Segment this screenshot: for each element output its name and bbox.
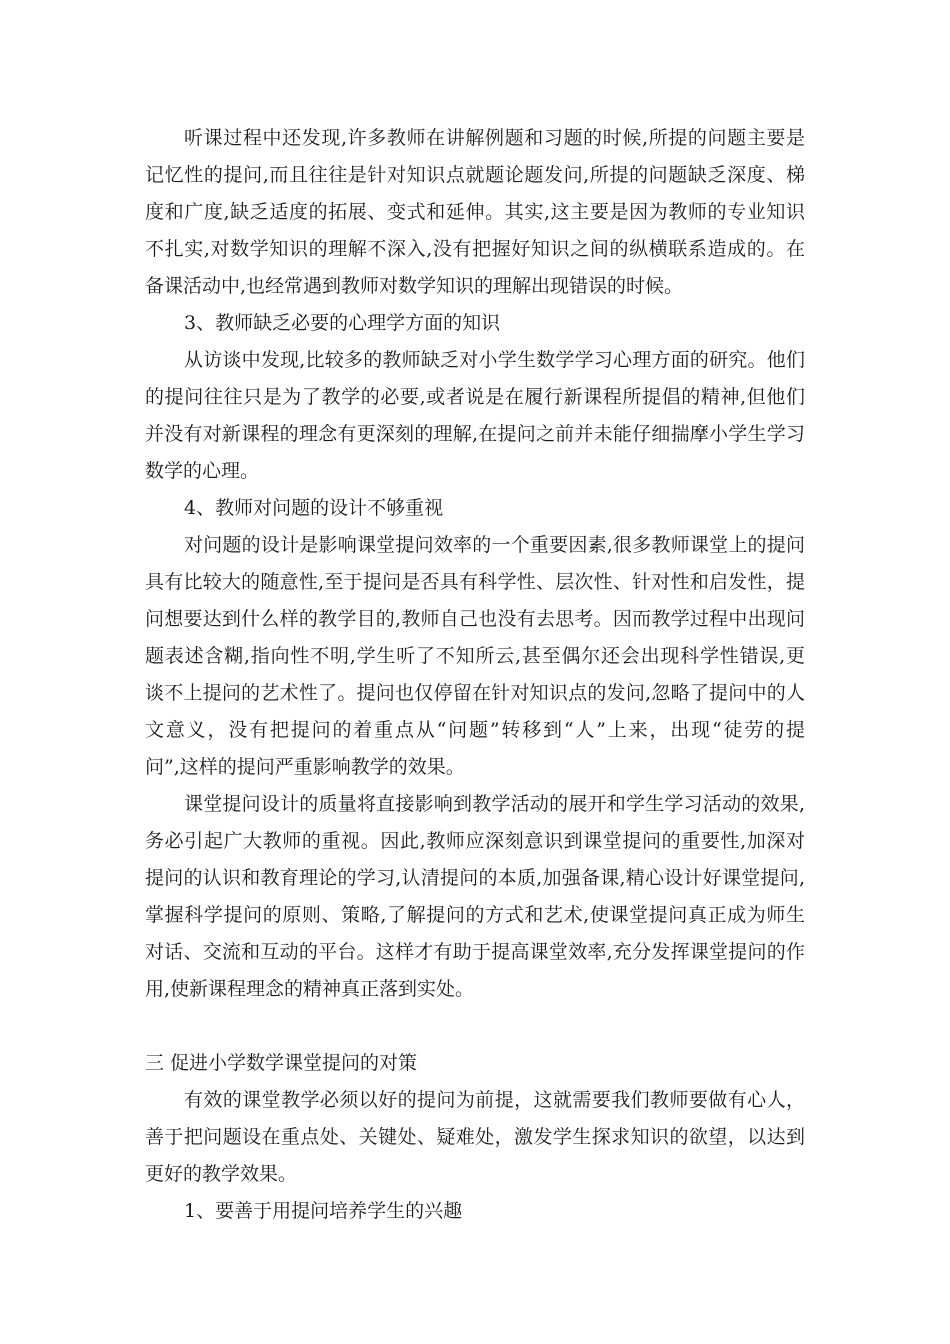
text-line: 并没有对新课程的理念有更深刻的理解,在提问之前并未能仔细揣摩小学生学习 — [145, 423, 805, 445]
text-line: 备课活动中,也经常遇到教师对数学知识的理解出现错误的时候。 — [145, 275, 684, 297]
text-line: 问”,这样的提问严重影响教学的效果。 — [145, 756, 465, 778]
text-line: 谈不上提问的艺术性了。提问也仅停留在针对知识点的发问,忽略了提问中的人 — [145, 682, 805, 704]
text-line: 掌握科学提问的原则、策略,了解提问的方式和艺术,使课堂提问真正成为师生 — [145, 904, 805, 926]
text-line: 不扎实,对数学知识的理解不深入,没有把握好知识之间的纵横联系造成的。在 — [145, 238, 805, 260]
text-line: 从访谈中发现,比较多的教师缺乏对小学生数学学习心理方面的研究。他们 — [184, 349, 805, 371]
text-line: 课堂提问设计的质量将直接影响到教学活动的展开和学生学习活动的效果, — [184, 793, 805, 815]
section-heading: 1、要善于用提问培养学生的兴趣 — [184, 1200, 463, 1222]
text-line: 更好的教学效果。 — [145, 1163, 298, 1185]
text-line: 度和广度,缺乏适度的拓展、变式和延伸。其实,这主要是因为教师的专业知识 — [145, 201, 805, 223]
chapter-heading: 三 促进小学数学课堂提问的对策 — [145, 1052, 418, 1074]
text-line: 提问的认识和教育理论的学习,认清提问的本质,加强备课,精心设计好课堂提问, — [145, 867, 805, 889]
text-line: 文意义，没有把提问的着重点从“问题”转移到“人”上来，出现“徒劳的提 — [145, 719, 805, 741]
text-line: 数学的心理。 — [145, 460, 260, 482]
section-heading: 3、教师缺乏必要的心理学方面的知识 — [184, 312, 501, 334]
text-line: 听课过程中还发现,许多教师在讲解例题和习题的时候,所提的问题主要是 — [184, 127, 805, 149]
text-line: 题表述含糊,指向性不明,学生听了不知所云,甚至偶尔还会出现科学性错误,更 — [145, 645, 805, 667]
text-line: 务必引起广大教师的重视。因此,教师应深刻意识到课堂提问的重要性,加深对 — [145, 830, 805, 852]
text-line: 对问题的设计是影响课堂提问效率的一个重要因素,很多教师课堂上的提问 — [184, 534, 805, 556]
text-line: 问想要达到什么样的教学目的,教师自己也没有去思考。因而教学过程中出现问 — [145, 608, 805, 630]
text-line: 对话、交流和互动的平台。这样才有助于提高课堂效率,充分发挥课堂提问的作 — [145, 941, 805, 963]
section-heading: 4、教师对问题的设计不够重视 — [184, 497, 444, 519]
text-line: 有效的课堂教学必须以好的提问为前提，这就需要我们教师要做有心人， — [184, 1089, 805, 1111]
text-line: 用,使新课程理念的精神真正落到实处。 — [145, 978, 475, 1000]
text-line: 善于把问题设在重点处、关键处、疑难处，激发学生探求知识的欲望，以达到 — [145, 1126, 805, 1148]
text-line: 记忆性的提问,而且往往是针对知识点就题论题发问,所提的问题缺乏深度、梯 — [145, 164, 805, 186]
text-line: 的提问往往只是为了教学的必要,或者说是在履行新课程所提倡的精神,但他们 — [145, 386, 805, 408]
text-line: 具有比较大的随意性,至于提问是否具有科学性、层次性、针对性和启发性，提 — [145, 571, 805, 593]
